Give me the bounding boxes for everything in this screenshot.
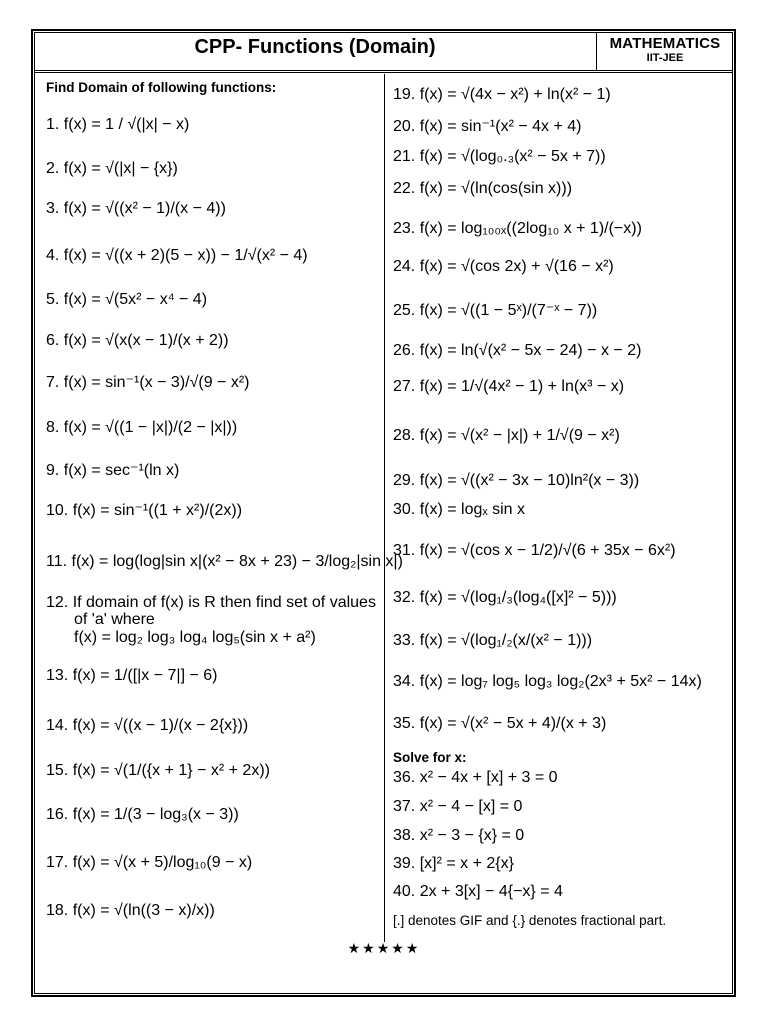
question-4: 4. f(x) = √((x + 2)(5 − x)) − 1/√(x² − 4) [46, 247, 308, 264]
question-38: 38. x² − 3 − {x} = 0 [393, 827, 525, 844]
question-23: 23. f(x) = log₁₀₀ₓ((2log₁₀ x + 1)/(−x)) [393, 220, 642, 237]
question-13: 13. f(x) = 1/([|x − 7|] − 6) [46, 667, 218, 684]
footer-stars: ★★★★★ [347, 940, 421, 956]
question-16: 16. f(x) = 1/(3 − log₃(x − 3)) [46, 806, 239, 823]
question-29: 29. f(x) = √((x² − 3x − 10)ln²(x − 3)) [393, 472, 640, 489]
question-27: 27. f(x) = 1/√(4x² − 1) + ln(x³ − x) [393, 378, 625, 395]
question-5: 5. f(x) = √(5x² − x⁴ − 4) [46, 291, 208, 308]
question-6: 6. f(x) = √(x(x − 1)/(x + 2)) [46, 332, 229, 349]
question-24: 24. f(x) = √(cos 2x) + √(16 − x²) [393, 258, 614, 275]
question-39: 39. [x]² = x + 2{x} [393, 855, 514, 872]
question-2: 2. f(x) = √(|x| − {x}) [46, 160, 178, 177]
question-12-line2: of 'a' where [74, 611, 155, 628]
question-19: 19. f(x) = √(4x − x²) + ln(x² − 1) [393, 86, 611, 103]
question-3: 3. f(x) = √((x² − 1)/(x − 4)) [46, 200, 226, 217]
solve-heading: Solve for x: [393, 750, 467, 765]
question-30: 30. f(x) = logₓ sin x [393, 501, 525, 518]
question-17: 17. f(x) = √(x + 5)/log₁₀(9 − x) [46, 854, 253, 871]
question-18: 18. f(x) = √(ln((3 − x)/x)) [46, 902, 215, 919]
question-12-line3: f(x) = log₂ log₃ log₄ log₅(sin x + a²) [74, 629, 316, 646]
question-25: 25. f(x) = √((1 − 5ˣ)/(7⁻ˣ − 7)) [393, 302, 598, 319]
notation-note: [.] denotes GIF and {.} denotes fractional part. [393, 913, 667, 928]
subject-box [596, 32, 733, 70]
question-10: 10. f(x) = sin⁻¹((1 + x²)/(2x)) [46, 502, 243, 519]
question-26: 26. f(x) = ln(√(x² − 5x − 24) − x − 2) [393, 342, 642, 359]
question-34: 34. f(x) = log₇ log₅ log₃ log₂(2x³ + 5x² − 14x) [393, 673, 702, 690]
question-20: 20. f(x) = sin⁻¹(x² − 4x + 4) [393, 118, 582, 135]
subject-subtitle: IIT-JEE [646, 52, 684, 64]
question-32: 32. f(x) = √(log₁/₃(log₄([x]² − 5))) [393, 589, 617, 606]
column-divider [384, 74, 385, 942]
header-divider-double [34, 72, 733, 73]
section-heading: Find Domain of following functions: [46, 80, 277, 95]
page-title: CPP- Functions (Domain) [194, 36, 436, 58]
question-9: 9. f(x) = sec⁻¹(ln x) [46, 462, 180, 479]
question-37: 37. x² − 4 − [x] = 0 [393, 798, 523, 815]
question-21: 21. f(x) = √(log₀.₃(x² − 5x + 7)) [393, 148, 606, 165]
question-11: 11. f(x) = log(log|sin x|(x² − 8x + 23) − 3/log₂|sin x|) [46, 553, 403, 570]
question-7: 7. f(x) = sin⁻¹(x − 3)/√(9 − x²) [46, 374, 250, 391]
question-33: 33. f(x) = √(log₁/₂(x/(x² − 1))) [393, 632, 593, 649]
question-22: 22. f(x) = √(ln(cos(sin x))) [393, 180, 573, 197]
question-31: 31. f(x) = √(cos x − 1/2)/√(6 + 35x − 6x²) [393, 542, 676, 559]
subject-title: MATHEMATICS [609, 35, 721, 52]
question-12-line1: 12. If domain of f(x) is R then find set of values [46, 594, 376, 611]
question-28: 28. f(x) = √(x² − |x|) + 1/√(9 − x²) [393, 427, 620, 444]
question-35: 35. f(x) = √(x² − 5x + 4)/(x + 3) [393, 715, 607, 732]
header-divider [34, 70, 733, 71]
question-40: 40. 2x + 3[x] − 4{−x} = 4 [393, 883, 563, 900]
question-15: 15. f(x) = √(1/({x + 1} − x² + 2x)) [46, 762, 270, 779]
question-14: 14. f(x) = √((x − 1)/(x − 2{x})) [46, 717, 249, 734]
question-36: 36. x² − 4x + [x] + 3 = 0 [393, 769, 558, 786]
question-8: 8. f(x) = √((1 − |x|)/(2 − |x|)) [46, 419, 238, 436]
question-1: 1. f(x) = 1 / √(|x| − x) [46, 116, 190, 133]
